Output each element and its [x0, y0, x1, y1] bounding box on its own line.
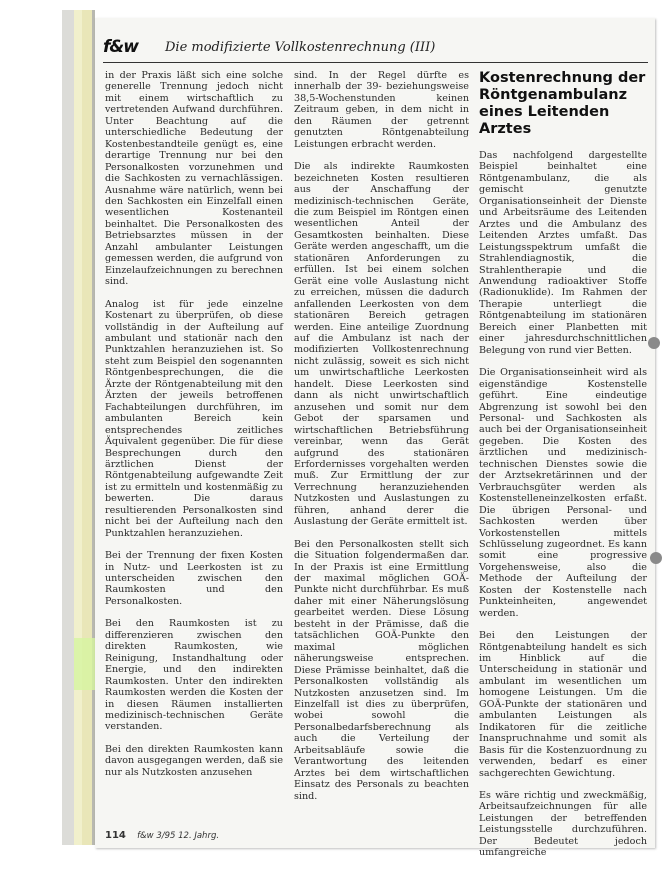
paragraph: Die Organisationseinheit wird als eigenständige Kostenstelle geführt. Eine eindeutige Abgrenzung ist sowohl bei den Personal- und Sachkosten als auch bei der Organisationseinheit gegeben. Die Kosten des ärztlichen und medizinisch-technischen Dienstes sowie die der Arztsekretärinnen und der Verbrauchsgüter werden als Kostenstelleneinzelkosten erfaßt. Die übrigen Personal- und Sachkosten werden über Vorkostenstellen mittels Schlüsselung zugeordnet. Es kann somit eine progressive Vorgehensweise, also die Methode der Aufteilung der Kosten der Kostenstelle nach Punkteinheiten, angewendet werden.: [479, 367, 647, 619]
paragraph: in der Praxis läßt sich eine solche generelle Trennung jedoch nicht mit einem wirtschaftlich zu vertretenden Aufwand durchführen. Unter Beachtung auf die unterschiedliche Bedeutung der Kostenbestandteile genügt es, eine derartige Trennung nur bei den Personalkosten vorzunehmen und die Sachkosten zu vernachlässigen. Ausnahme wäre natürlich, wenn bei den Sachkosten ein Einzelfall einen wesentlichen Kostenanteil beinhaltet. Die Personalkosten des Betriebsarztes müssen in der Anzahl ambulanter Leistungen gemessen werden, die aufgrund von Einzelaufzeichnungen zu berechnen sind.: [105, 70, 283, 288]
text-column-3: [479, 70, 647, 870]
page-footer: [105, 830, 219, 841]
punch-hole: [650, 552, 662, 564]
page-header: [103, 36, 648, 63]
paragraph: Bei der Trennung der fixen Kosten in Nutz- und Leerkosten ist zu unterscheiden zwischen den Raumkosten und den Personalkosten.: [105, 550, 283, 607]
page-number: 114: [105, 830, 126, 841]
paragraph: Bei den direkten Raumkosten kann davon ausgegangen werden, daß sie nur als Nutzkosten anzusehen: [105, 743, 283, 778]
binder-strip-yellow: [74, 10, 82, 845]
text-column-2: [294, 70, 469, 813]
page-header-title: Die modifizierte Vollkostenrechnung (III): [165, 40, 436, 55]
punch-hole: [648, 337, 660, 349]
paragraph: Bei den Leistungen der Röntgenabteilung handelt es sich im Hinblick auf die Unterscheidung in stationär und ambulant im wesentlichen um homogene Leistungen. Um die GOÄ-Punkte der stationären und ambulanten Leistungen als Indikatoren für die zeitliche Inanspruchnahme und somit als Basis für die Kostenzuordnung zu verwenden, bedarf es einer sachgerechten Gewichtung.: [479, 630, 647, 779]
paragraph: Analog ist für jede einzelne Kostenart zu überprüfen, ob diese vollständig in der Aufteilung auf ambulant und stationär nach den Punktzahlen heranzuziehen ist. So steht zum Beispiel den sogenannten Röntgenbesprechungen, die die Ärzte der Röntgenabteilung mit den Ärzten der jeweils betroffenen Fachabteilungen durchführen, im ambulanten Bereich kein entsprechendes zeitliches Äquivalent gegenüber. Die für diese Besprechungen durch den ärztlichen Dienst der Röntgenabteilung aufgewandte Zeit ist zu ermitteln und kostenmäßig zu bewerten. Die daraus resultierenden Personalkosten sind nicht bei der Aufteilung nach den Punktzahlen heranzuziehen.: [105, 298, 283, 539]
paragraph: Es wäre richtig und zweckmäßig, Arbeitsaufzeichnungen für alle Leistungen der betreffenden Leistungsstelle durchzuführen. Der Bedeutet jedoch umfangreiche: [479, 790, 647, 859]
paragraph: Bei den Raumkosten ist zu differenzieren zwischen den direkten Raumkosten, wie Reinigung, Instandhaltung oder Energie, und den indirekten Raumkosten. Unter den indirekten Raumkosten werden die Kosten der in diesen Räumen installierten medizinisch-technischen Geräte verstanden.: [105, 618, 283, 733]
scanned-page: [95, 18, 655, 859]
paragraph: Die als indirekte Raumkosten bezeichneten Kosten resultieren aus der Anschaffung der medizinisch-technischen Geräte, die zum Beispiel im Röntgen einen wesentlichen Anteil der Gesamtkosten beinhalten. Diese Geräte werden angeschafft, um die stationären Anforderungen zu erfüllen. Ist bei einem solchen Gerät eine volle Auslastung nicht zu erreichen, müssen die dadurch anfallenden Leerkosten von dem stationären Bereich getragen werden. Eine anteilige Zuordnung auf die Ambulanz ist nach der modifizierten Vollkostenrechnung nicht zulässig, soweit es sich nicht um unwirtschaftliche Leerkosten handelt. Diese Leerkosten sind dann als nicht unwirtschaftlich anzusehen und somit nur dem Gebot der sparsamen und wirtschaftlichen Betriebsführung vereinbar, wenn das Gerät aufgrund des stationären Erfordernisses vorgehalten werden muß. Zur Ermittlung der zur Verrechnung heranzuziehenden Nutzkosten und Auslastungen zu führen, anhand derer die Auslastung der Geräte ermittelt ist.: [294, 161, 469, 528]
paragraph: Das nachfolgend dargestellte Beispiel beinhaltet eine Röntgenambulanz, die als gemischt genutzte Organisationseinheit der Dienste und Arbeitsräume des Leitenden Arztes und die Ambulanz des Leitenden Arztes umfaßt. Das Leistungsspektrum umfaßt die Strahlendiagnostik, die Strahlentherapie und die Anwendung radioaktiver Stoffe (Radionuklide). Im Rahmen der Therapie unterliegt die Röntgenabteilung im stationären Bereich einer Planbetten mit einer jahresdurchschnittlichen Belegung von rund vier Betten.: [479, 150, 647, 356]
binder-strip-grey: [62, 10, 74, 845]
text-column-1: [105, 70, 283, 789]
paragraph: Bei den Personalkosten stellt sich die Situation folgendermaßen dar. In der Praxis ist eine Ermittlung der maximal möglichen GOÄ-Punkte nicht durchführbar. Es muß daher mit einer Näherungslösung gearbeitet werden. Diese Lösung besteht in der Prämisse, daß die tatsächlichen GOÄ-Punkte den maximal möglichen näherungsweise entsprechen. Diese Prämisse beinhaltet, daß die Personalkosten vollständig als Nutzkosten anzusetzen sind. Im Einzelfall ist dies zu überprüfen, wobei sowohl die Personalbedarfsberechnung als auch die Verteilung der Arbeitsabläufe sowie die Verantwortung des leitenden Arztes bei dem wirtschaftlichen Einsatz des Personals zu beachten sind.: [294, 538, 469, 802]
paragraph: sind. In der Regel dürfte es innerhalb der 39- beziehungsweise 38,5-Wochenstunden keinen Zeitraum geben, in dem nicht in den Räumen der getrennt genutzten Röntgenabteilung Leistungen erbracht werden.: [294, 70, 469, 150]
section-title: Kostenrechnung der Röntgenambulanz eines Leitenden Arztes: [479, 70, 646, 137]
binder-strip-yellow-dark: [82, 10, 92, 845]
footer-source: f&w 3/95 12. Jahrg.: [137, 831, 220, 841]
binder-spine: [0, 0, 95, 870]
journal-logo: f&w: [103, 37, 138, 57]
